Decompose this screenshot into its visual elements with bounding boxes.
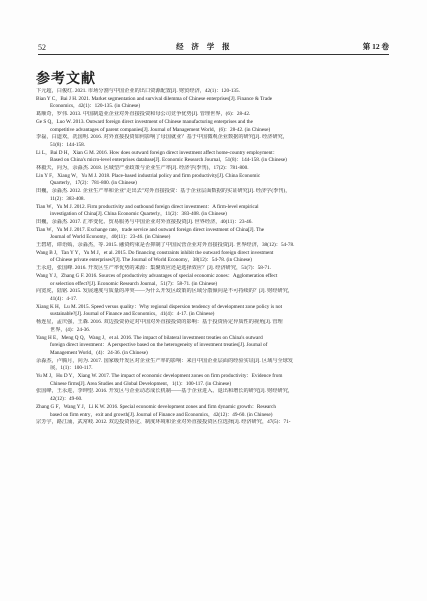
reference-line: 余淼杰，卢腾月，向为. 2017. 国家级开发区对企业生产率的影响：来自中国企业层面的经验实证[J]. 区域与全球发 — [36, 357, 294, 364]
reference-entry — [36, 88, 391, 96]
reference-line: Xiang K H，Lu M. 2015. Speed versus quality：Why regional dispersion tendency of development zone policy is not — [36, 303, 283, 310]
reference-line: Ge S Q，Luo W. 2013. Outward foreign direct investment of Chinese manufacturing enterprises and the — [36, 118, 253, 125]
reference-line: Tian W，Yu M J. 2012. Firm productivity and outbound foreign direct investment：A firm-level empirical — [36, 203, 259, 210]
reference-entry — [36, 273, 391, 288]
reference-line: Yu M J，Hu D Y，Xiang W. 2017. The impact of economic development zones on firm productivity：Evidence from — [36, 373, 283, 380]
reference-line: 葛顺奇，罗伟. 2013. 中国制造业企业对外直接投资和母公司竞争优势[J]. 管理世界，(6)：28-42. — [36, 111, 251, 118]
reference-line: of Chinese private enterprises?[J]. The Journal of World Economy，38(12)：54-78. (in Chinese) — [50, 257, 252, 264]
reference-entry — [36, 373, 391, 388]
reference-line: 张国峰，王永进，李坤望. 2016. 开发区与企业动态成长机制——基于企业进入、退出和增长的研究[J]. 财经研究， — [36, 388, 294, 395]
reference-entry — [36, 134, 391, 149]
reference-entry — [36, 335, 391, 358]
reference-entry — [36, 111, 391, 119]
reference-line: foreign direct investment：A perspective based on the heterogeneity of investment treaties[J]. Journal of — [50, 342, 268, 349]
reference-line: Lin Y F，Xiang W，Yu M J. 2018. Place-based industrial policy and firm productivity[J]. China Economic — [36, 172, 261, 179]
volume-label: 第 12 卷 — [362, 42, 389, 51]
reference-line: Wang Y J，Zhang G F. 2016. Sources of productivity advantages of special economic zones：Agglomeration effect — [36, 272, 278, 279]
reference-entry — [36, 419, 391, 427]
reference-entry — [36, 150, 391, 165]
reference-line: 王碧珺，谭语嫣，余淼杰，等. 2015. 融资约束是否抑制了中国民营企业对外直接投资[J]. 世界经济，38(12)：54-78. — [36, 242, 295, 249]
reference-entry — [36, 165, 391, 173]
reference-entry — [36, 304, 391, 319]
reference-entry — [36, 188, 391, 203]
reference-line: 41(4)：4-17. — [50, 295, 78, 302]
reference-line: 宗芳宇，路江涌，武常岐. 2012. 双边投资协定、制度环境和企业对外直接投资区位选择[J]. 经济研究，47(5)：71- — [36, 419, 291, 426]
reference-line: 田巍，余淼杰. 2012. 企业生产率和企业"走出去"对外直接投资：基于企业层面数据的实证研究[J]. 经济学(季刊)， — [36, 188, 291, 195]
reference-entry — [36, 265, 391, 273]
reference-entry — [36, 96, 391, 111]
reference-line: 展，1(1)：100-117. — [50, 365, 93, 372]
reference-line: Bian Y C，Bai J H. 2021. Market segmentation and survival dilemma of Chinese enterprises[J]. Finance & Trade — [36, 95, 273, 102]
reference-line: investigation of China[J]. China Economic Quarterly，11(2)：383-408. (in Chinese) — [50, 211, 227, 218]
reference-line: Wang B J，Tan Y Y，Yu M J，et al. 2015. Do financing constraints inhibit the outward foreign direct investment — [36, 249, 274, 256]
reference-line: 李磊，白道欢，冼国明. 2016. 对外直接投资如何影响了母国就业？基于中国微观企业数据的研究[J]. 经济研究， — [36, 134, 288, 141]
reference-entry — [36, 242, 391, 250]
page-number: 52 — [38, 43, 46, 52]
reference-entry — [36, 288, 391, 303]
reference-line: based on firm entry，exit and growth[J]. Journal of Finance and Economics，42(12)：49-60. (in Chinese) — [50, 411, 273, 418]
reference-line: Li L，Bai D H，Xian G M. 2016. How does outward foreign direct investment affect home-country employment： — [36, 149, 278, 156]
reference-line: Quarterly，17(2)：781-800. (in Chinese) — [50, 180, 137, 187]
reference-line: Chinese firms[J]. Area Studies and Global Development，1(1)：100-117. (in Chinese) — [50, 380, 232, 387]
reference-line: 51(8)：144-158. — [50, 141, 86, 148]
reference-line: Journal of World Economy，40(11)：23-46. (in Chinese) — [50, 234, 171, 241]
reference-entry — [36, 404, 391, 419]
reference-line: competitive advantages of parent companies[J]. Journal of Management World，(6)：28-42. (in Chinese) — [50, 126, 271, 133]
reference-line: Economics，42(1)：120-135. (in Chinese) — [50, 103, 141, 110]
reference-entry — [36, 219, 391, 227]
reference-line: 田巍，余淼杰. 2017. 汇率变化、贸易服务与中国企业对外直接投资[J]. 世界经济，40(11)：23-46. — [36, 218, 253, 225]
reference-entry — [36, 358, 391, 373]
header-rule — [38, 54, 389, 55]
reference-line: 林毅夫，向为，余淼杰. 2018. 区域型产业政策与企业生产率[J]. 经济学(季刊)，17(2)：781-800. — [36, 165, 249, 172]
reference-line: 11(2)：383-408. — [50, 195, 85, 202]
reference-line: Tian W，Yu M J. 2017. Exchange rate，trade service and outward foreign direct investment of China[J]. The — [36, 226, 265, 233]
section-title: 参考文献 — [36, 72, 96, 87]
reference-line: or selection effect?[J]. Economic Research Journal，51(7)：58-71. (in Chinese) — [50, 280, 218, 287]
reference-entry — [36, 173, 391, 188]
reference-entry — [36, 388, 391, 403]
reference-line: Zhang G F，Wang Y J，Li K W. 2016. Special economic development zones and firm dynamic growth：Research — [36, 403, 276, 410]
reference-entry — [36, 204, 391, 219]
reference-line: 世界，(4)：24-36. — [50, 326, 91, 333]
reference-line: 王永进，张国峰. 2016. 开发区生产率优势的来源：集聚效应还是选择效应？[J]. 经济研究，51(7)：58-71. — [36, 265, 272, 272]
reference-entry — [36, 119, 391, 134]
reference-list — [36, 88, 391, 427]
reference-line: Management World，(4)：24-36. (in Chinese) — [50, 349, 148, 356]
reference-entry — [36, 319, 391, 334]
page-header — [38, 38, 389, 52]
journal-name: 经 济 学 报 — [176, 42, 233, 51]
reference-entry — [36, 227, 391, 242]
reference-line: 卞元超，白俊红. 2021. 市场分割与中国企业的出口资源配置[J]. 财贸经济，42(1)：120-135. — [36, 88, 240, 94]
reference-line: Yang H E，Meng Q Q，Wang J，et al. 2016. The impact of bilateral investment treaties on China's outward — [36, 334, 263, 341]
reference-line: 向宽虎，陆铭. 2015. 发展速度与质量的冲突——为什么开发区政策的区域分散倾向是不可持续的？[J]. 财经研究， — [36, 288, 294, 295]
reference-line: Based on China's micro-level enterprises database[J]. Economic Research Journal，51(8)：144-158. (in Chinese) — [50, 157, 287, 164]
reference-line: 42(12)：49-60. — [50, 396, 83, 403]
reference-entry — [36, 250, 391, 265]
reference-line: sustainable?[J]. Journal of Finance and Economics，41(4)：4-17. (in Chinese) — [50, 311, 215, 318]
reference-line: 杨连星，孟庆强，王森. 2016. 双边投资协定对中国对外直接投资的影响：基于投资协定异质性的视角[J]. 管理 — [36, 319, 283, 326]
